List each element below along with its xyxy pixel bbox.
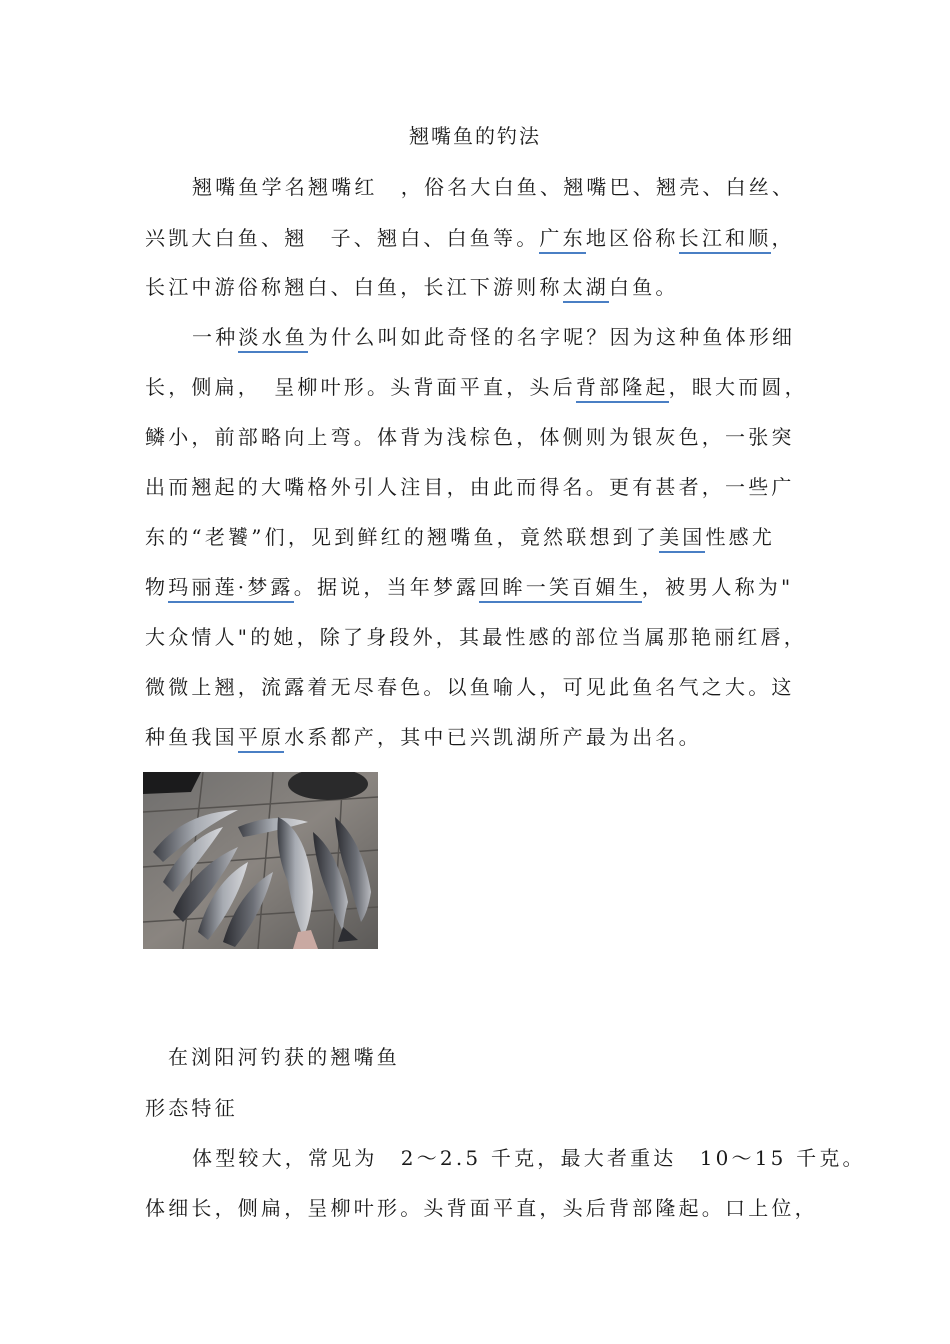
text-span: 长江中游俗称翘白、白鱼，长江下游则称 (145, 275, 563, 299)
document-title: 翘嘴鱼的钓法 (409, 124, 541, 148)
text-span: 物 (145, 575, 169, 599)
fish-photo-image (143, 772, 378, 949)
text-span: ，眼大而圆， (668, 375, 808, 399)
text-span: 性感尤 (705, 525, 776, 549)
fish-photo (143, 772, 378, 949)
text-span: ，被男人称为" (641, 575, 794, 599)
photo-caption: 在浏阳河钓获的翘嘴鱼 (168, 1045, 400, 1069)
section-heading: 形态特征 (145, 1096, 238, 1120)
link-guangdong[interactable]: 广东 (539, 226, 585, 254)
paragraph-2-line-3: 鳞小，前部略向上弯。体背为浅棕色，体侧则为银灰色，一张突 (145, 425, 795, 449)
text-span: 东的“老饕”们，见到鲜红的翘嘴鱼，竟然联想到了 (145, 525, 660, 549)
paragraph-3-line-1: 体型较大，常见为 2～2.5 千克，最大者重达 10～15 千克。 (192, 1146, 866, 1170)
paragraph-2-line-9 (145, 722, 815, 752)
paragraph-3-line-2: 体细长，侧扁，呈柳叶形。头背面平直，头后背部隆起。口上位， (145, 1196, 818, 1220)
text-span: 种鱼我国 (145, 725, 238, 749)
paragraph-2-line-6 (145, 572, 815, 602)
link-changjiang-heshun[interactable]: 长江和顺 (679, 226, 772, 254)
paragraph-1-line-2 (145, 223, 815, 253)
link-marilyn-monroe[interactable]: 玛丽莲·梦露 (168, 575, 294, 603)
text-span: 为什么叫如此奇怪的名字呢？因为这种鱼体形细 (308, 325, 796, 349)
text-span: 。据说，当年梦露 (293, 575, 480, 599)
paragraph-2-line-2 (145, 372, 815, 402)
text-span: 一种 (192, 325, 239, 349)
link-idiom-smile[interactable]: 回眸一笑百媚生 (479, 575, 641, 603)
text-span: 兴凯大白鱼、翘 子、翘白、白鱼等。 (145, 226, 540, 250)
link-plain[interactable]: 平原 (238, 725, 284, 753)
link-taihu[interactable]: 太湖 (563, 275, 609, 303)
text-span: ， (771, 226, 795, 250)
text-span: 地区俗称 (585, 226, 679, 250)
link-freshwater-fish[interactable]: 淡水鱼 (238, 325, 308, 353)
paragraph-1-line-1: 翘嘴鱼学名翘嘴红 ，俗名大白鱼、翘嘴巴、翘壳、白丝、 (192, 175, 796, 199)
paragraph-2-line-5 (145, 522, 815, 552)
text-span: 长，侧扁， 呈柳叶形。头背面平直，头后 (145, 375, 576, 399)
paragraph-2-line-8: 微微上翘，流露着无尽春色。以鱼喻人，可见此鱼名气之大。这 (145, 675, 795, 699)
text-span: 白鱼。 (609, 275, 679, 299)
link-back-hump[interactable]: 背部隆起 (576, 375, 669, 403)
paragraph-2-line-1 (192, 322, 862, 352)
paragraph-2-line-7: 大众情人"的她，除了身段外，其最性感的部位当属那艳丽红唇， (145, 625, 807, 649)
link-usa[interactable]: 美国 (659, 525, 705, 553)
paragraph-2-line-4: 出而翘起的大嘴格外引人注目，由此而得名。更有甚者，一些广 (145, 475, 795, 499)
paragraph-1-line-3 (145, 272, 815, 302)
text-span: 水系都产，其中已兴凯湖所产最为出名。 (284, 725, 702, 749)
